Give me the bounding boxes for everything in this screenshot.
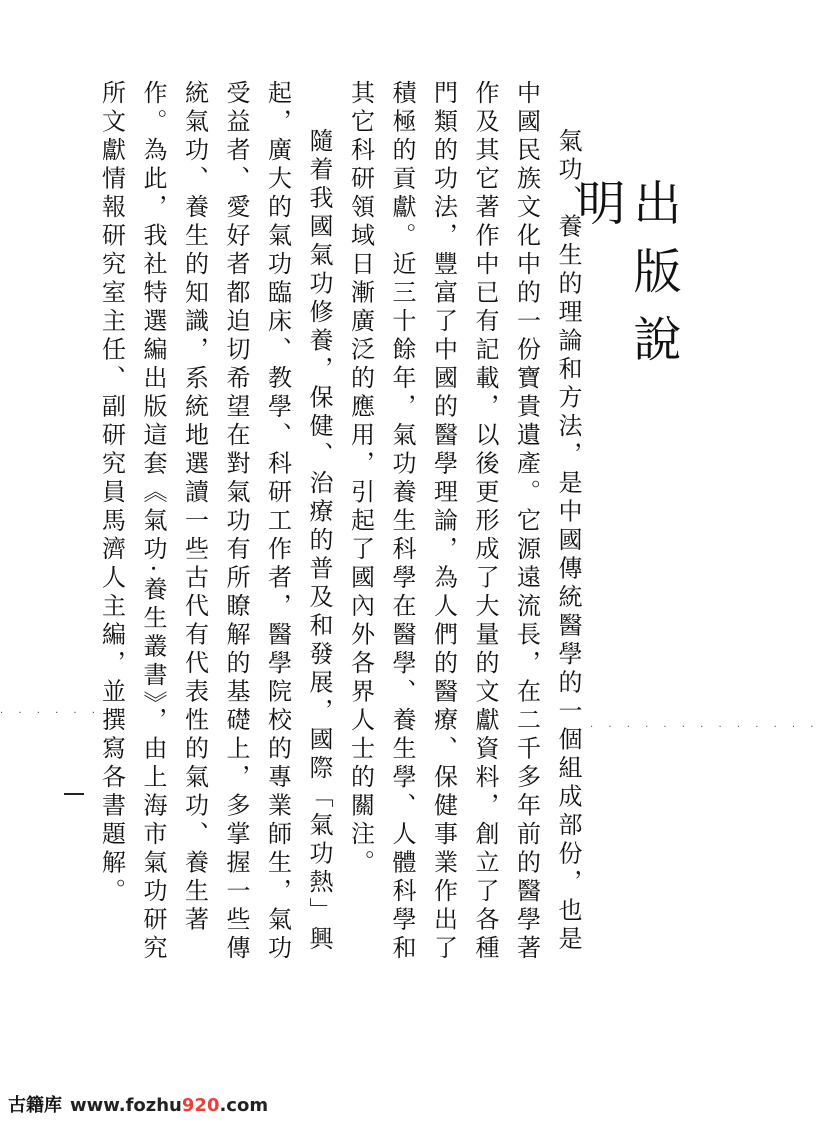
footer-site-name: 古籍库 <box>8 1095 62 1116</box>
scan-edge-dots-right: · · · · · · · · · · · · · <box>590 722 819 733</box>
footer-url-suffix: .com <box>219 1095 269 1116</box>
body-text <box>90 80 588 980</box>
paragraph-2: 隨着我國氣功修養，保健、治療的普及和發展，國際「氣功熱」興起，廣大的氣功臨床、教學、科研工作者，醫學院校的專業師生，氣功受益者、愛好者都迫切希望在對氣功有所瞭解的基礎上，多掌握一些傳統氣功、養生的知識，系統地選讀一些古代有代表性的氣功、養生著作。為此，我社特選編出版這套《氣功·養生叢書》，由上海市氣功研究所文獻情報研究室主任、副研究員馬濟人主編，並撰寫各書題解。 <box>97 80 333 964</box>
footer-url-number: 920 <box>181 1095 220 1116</box>
scan-edge-dots-left: · · · · · · · <box>0 708 120 719</box>
scan-dash-mark <box>64 793 84 795</box>
paragraph-1: 氣功、養生的理論和方法，是中國傳統醫學的一個組成部份，也是中國民族文化中的一份寶貴遺產。它源遠流長，在二千多年前的醫學著作及其它著作中已有記載，以後更形成了大量的文獻資料，創立了各種門類的功法，豐富了中國的醫學理論，為人們的醫療、保健事業作出了積極的貢獻。近三十餘年，氣功養生科學在醫學、養生學、人體科學和其它科研領域日漸廣泛的應用，引起了國內外各界人士的關注。 <box>346 80 582 964</box>
footer-url-prefix: www.fozhu <box>70 1095 182 1116</box>
footer-watermark <box>8 1091 268 1117</box>
page-title: 出版說明 <box>569 178 681 382</box>
